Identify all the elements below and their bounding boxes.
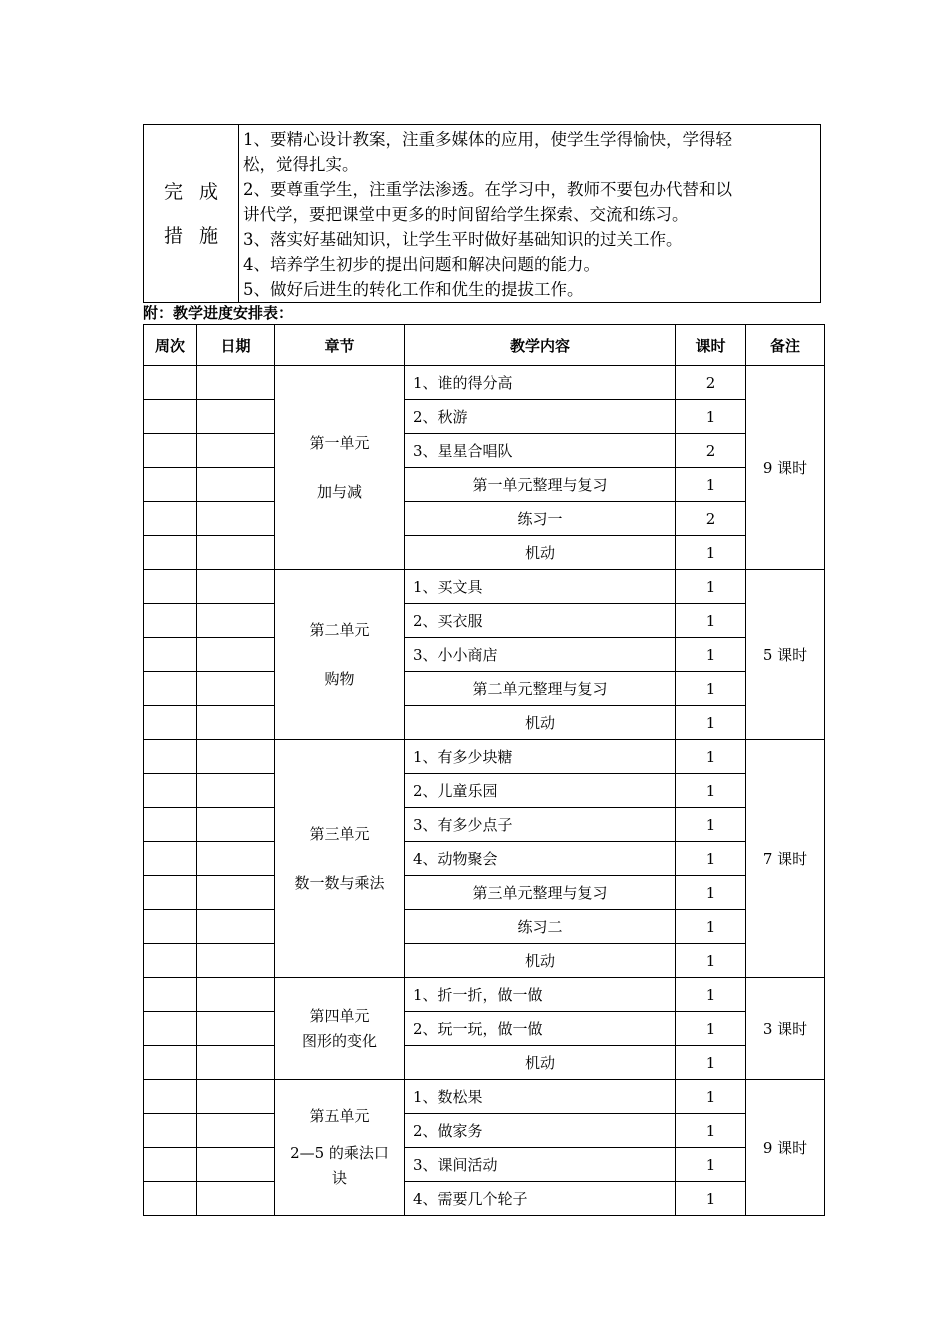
date-cell (197, 502, 275, 536)
lesson-hours: 1 (676, 1148, 746, 1182)
table-row (144, 672, 825, 706)
header-date: 日期 (197, 325, 275, 366)
lesson-title: 机动 (405, 944, 676, 978)
lesson-hours: 2 (676, 502, 746, 536)
measure-item: 4、培养学生初步的提出问题和解决问题的能力。 (243, 255, 600, 274)
date-cell (197, 1080, 275, 1114)
lesson-title: 2、儿童乐园 (405, 774, 676, 808)
date-cell (197, 1012, 275, 1046)
lesson-title: 机动 (405, 706, 676, 740)
remark-cell: 9 课时 (746, 366, 825, 570)
lesson-title: 4、动物聚会 (405, 842, 676, 876)
lesson-title: 1、数松果 (405, 1080, 676, 1114)
measures-list (239, 125, 821, 303)
table-row (144, 366, 825, 400)
lesson-hours: 1 (676, 910, 746, 944)
lesson-title: 机动 (405, 536, 676, 570)
date-cell (197, 434, 275, 468)
date-cell (197, 1182, 275, 1216)
date-cell (197, 1114, 275, 1148)
lesson-title: 1、买文具 (405, 570, 676, 604)
lesson-title: 1、谁的得分高 (405, 366, 676, 400)
remark-cell: 5 课时 (746, 570, 825, 740)
week-cell (144, 570, 197, 604)
lesson-hours: 1 (676, 1182, 746, 1216)
lesson-hours: 1 (676, 400, 746, 434)
lesson-title: 3、小小商店 (405, 638, 676, 672)
completion-measures-table (143, 124, 821, 303)
remark-cell: 3 课时 (746, 978, 825, 1080)
week-cell (144, 536, 197, 570)
date-cell (197, 672, 275, 706)
chapter-number: 第五单元 (309, 1107, 370, 1125)
lesson-title: 练习二 (405, 910, 676, 944)
lesson-hours: 1 (676, 468, 746, 502)
table-row (144, 1012, 825, 1046)
date-cell (197, 1046, 275, 1080)
header-content: 教学内容 (405, 325, 676, 366)
date-cell (197, 468, 275, 502)
date-cell (197, 1148, 275, 1182)
header-chapter: 章节 (275, 325, 405, 366)
week-cell (144, 502, 197, 536)
date-cell (197, 366, 275, 400)
chapter-cell (275, 740, 405, 978)
table-row (144, 434, 825, 468)
lesson-hours: 2 (676, 434, 746, 468)
header-remark: 备注 (746, 325, 825, 366)
lesson-title: 4、需要几个轮子 (405, 1182, 676, 1216)
week-cell (144, 876, 197, 910)
lesson-title: 3、有多少点子 (405, 808, 676, 842)
table-row (144, 502, 825, 536)
lesson-hours: 1 (676, 706, 746, 740)
chapter-name: 加与减 (316, 482, 362, 501)
week-cell (144, 468, 197, 502)
lesson-hours: 1 (676, 808, 746, 842)
week-cell (144, 434, 197, 468)
lesson-title: 1、折一折，做一做 (405, 978, 676, 1012)
appendix-title: 附：教学进度安排表： (143, 304, 294, 322)
chapter-cell (275, 978, 405, 1080)
table-row (144, 910, 825, 944)
table-row (144, 1182, 825, 1216)
lesson-title: 3、课间活动 (405, 1148, 676, 1182)
week-cell (144, 808, 197, 842)
table-row (144, 468, 825, 502)
table-row (144, 876, 825, 910)
lesson-title: 第二单元整理与复习 (405, 672, 676, 706)
measure-item: 2、要尊重学生，注重学法渗透。在学习中，教师不要包办代替和以 (243, 180, 732, 199)
measure-item: 5、做好后进生的转化工作和优生的提拔工作。 (243, 280, 584, 299)
date-cell (197, 944, 275, 978)
week-cell (144, 944, 197, 978)
header-hours: 课时 (676, 325, 746, 366)
lesson-title: 2、做家务 (405, 1114, 676, 1148)
table-row (144, 638, 825, 672)
table-row (144, 740, 825, 774)
lesson-hours: 1 (676, 1114, 746, 1148)
lesson-hours: 1 (676, 570, 746, 604)
lesson-title: 3、星星合唱队 (405, 434, 676, 468)
lesson-hours: 1 (676, 944, 746, 978)
table-row (144, 808, 825, 842)
week-cell (144, 1182, 197, 1216)
table-row (144, 842, 825, 876)
week-cell (144, 842, 197, 876)
week-cell (144, 638, 197, 672)
date-cell (197, 774, 275, 808)
date-cell (197, 842, 275, 876)
chapter-cell (275, 570, 405, 740)
measure-item: 1、要精心设计教案，注重多媒体的应用，使学生学得愉快，学得轻 (243, 130, 732, 149)
date-cell (197, 876, 275, 910)
date-cell (197, 740, 275, 774)
table-row (144, 774, 825, 808)
week-cell (144, 1012, 197, 1046)
week-cell (144, 366, 197, 400)
measures-label-line1: 完成 (163, 180, 234, 203)
table-row (144, 536, 825, 570)
date-cell (197, 570, 275, 604)
table-row (144, 978, 825, 1012)
week-cell (144, 604, 197, 638)
header-week: 周次 (144, 325, 197, 366)
chapter-number: 第一单元 (309, 433, 370, 452)
week-cell (144, 740, 197, 774)
table-row (144, 604, 825, 638)
measures-label (144, 125, 239, 303)
chapter-number: 第三单元 (309, 824, 370, 843)
lesson-hours: 2 (676, 366, 746, 400)
lesson-title: 2、买衣服 (405, 604, 676, 638)
chapter-cell (275, 1080, 405, 1216)
lesson-hours: 1 (676, 1046, 746, 1080)
lesson-hours: 1 (676, 1012, 746, 1046)
chapter-cell (275, 366, 405, 570)
week-cell (144, 978, 197, 1012)
lesson-hours: 1 (676, 842, 746, 876)
lesson-title: 机动 (405, 1046, 676, 1080)
chapter-number: 第二单元 (309, 620, 370, 639)
week-cell (144, 910, 197, 944)
date-cell (197, 638, 275, 672)
date-cell (197, 536, 275, 570)
week-cell (144, 1114, 197, 1148)
schedule-header-row (144, 325, 825, 366)
chapter-number: 第四单元 (309, 1006, 370, 1025)
lesson-title: 2、秋游 (405, 400, 676, 434)
lesson-hours: 1 (676, 876, 746, 910)
week-cell (144, 672, 197, 706)
chapter-name: 图形的变化 (301, 1031, 377, 1050)
date-cell (197, 910, 275, 944)
date-cell (197, 604, 275, 638)
week-cell (144, 706, 197, 740)
table-row (144, 570, 825, 604)
lesson-hours: 1 (676, 774, 746, 808)
lesson-hours: 1 (676, 604, 746, 638)
lesson-hours: 1 (676, 672, 746, 706)
remark-cell: 7 课时 (746, 740, 825, 978)
chapter-name: 2—5 的乘法口 (290, 1144, 389, 1162)
measure-item: 松，觉得扎实。 (243, 155, 359, 174)
lesson-hours: 1 (676, 536, 746, 570)
week-cell (144, 400, 197, 434)
lesson-title: 1、有多少块糖 (405, 740, 676, 774)
date-cell (197, 808, 275, 842)
measures-label-line2: 措施 (163, 224, 234, 247)
week-cell (144, 1080, 197, 1114)
date-cell (197, 706, 275, 740)
week-cell (144, 774, 197, 808)
teaching-schedule-table (143, 324, 825, 1216)
table-row (144, 400, 825, 434)
date-cell (197, 978, 275, 1012)
measure-item: 3、落实好基础知识，让学生平时做好基础知识的过关工作。 (243, 230, 683, 249)
table-row (144, 944, 825, 978)
chapter-name: 数一数与乘法 (294, 873, 385, 892)
chapter-name: 购物 (324, 669, 355, 688)
table-row (144, 1148, 825, 1182)
lesson-title: 练习一 (405, 502, 676, 536)
table-row (144, 1114, 825, 1148)
chapter-name: 诀 (331, 1169, 347, 1187)
table-row (144, 1080, 825, 1114)
date-cell (197, 400, 275, 434)
lesson-title: 第三单元整理与复习 (405, 876, 676, 910)
week-cell (144, 1148, 197, 1182)
lesson-hours: 1 (676, 978, 746, 1012)
lesson-hours: 1 (676, 638, 746, 672)
lesson-hours: 1 (676, 1080, 746, 1114)
measure-item: 讲代学，要把课堂中更多的时间留给学生探索、交流和练习。 (243, 205, 689, 224)
lesson-title: 第一单元整理与复习 (405, 468, 676, 502)
lesson-hours: 1 (676, 740, 746, 774)
remark-cell: 9 课时 (746, 1080, 825, 1216)
table-row (144, 1046, 825, 1080)
lesson-title: 2、玩一玩，做一做 (405, 1012, 676, 1046)
table-row (144, 706, 825, 740)
week-cell (144, 1046, 197, 1080)
